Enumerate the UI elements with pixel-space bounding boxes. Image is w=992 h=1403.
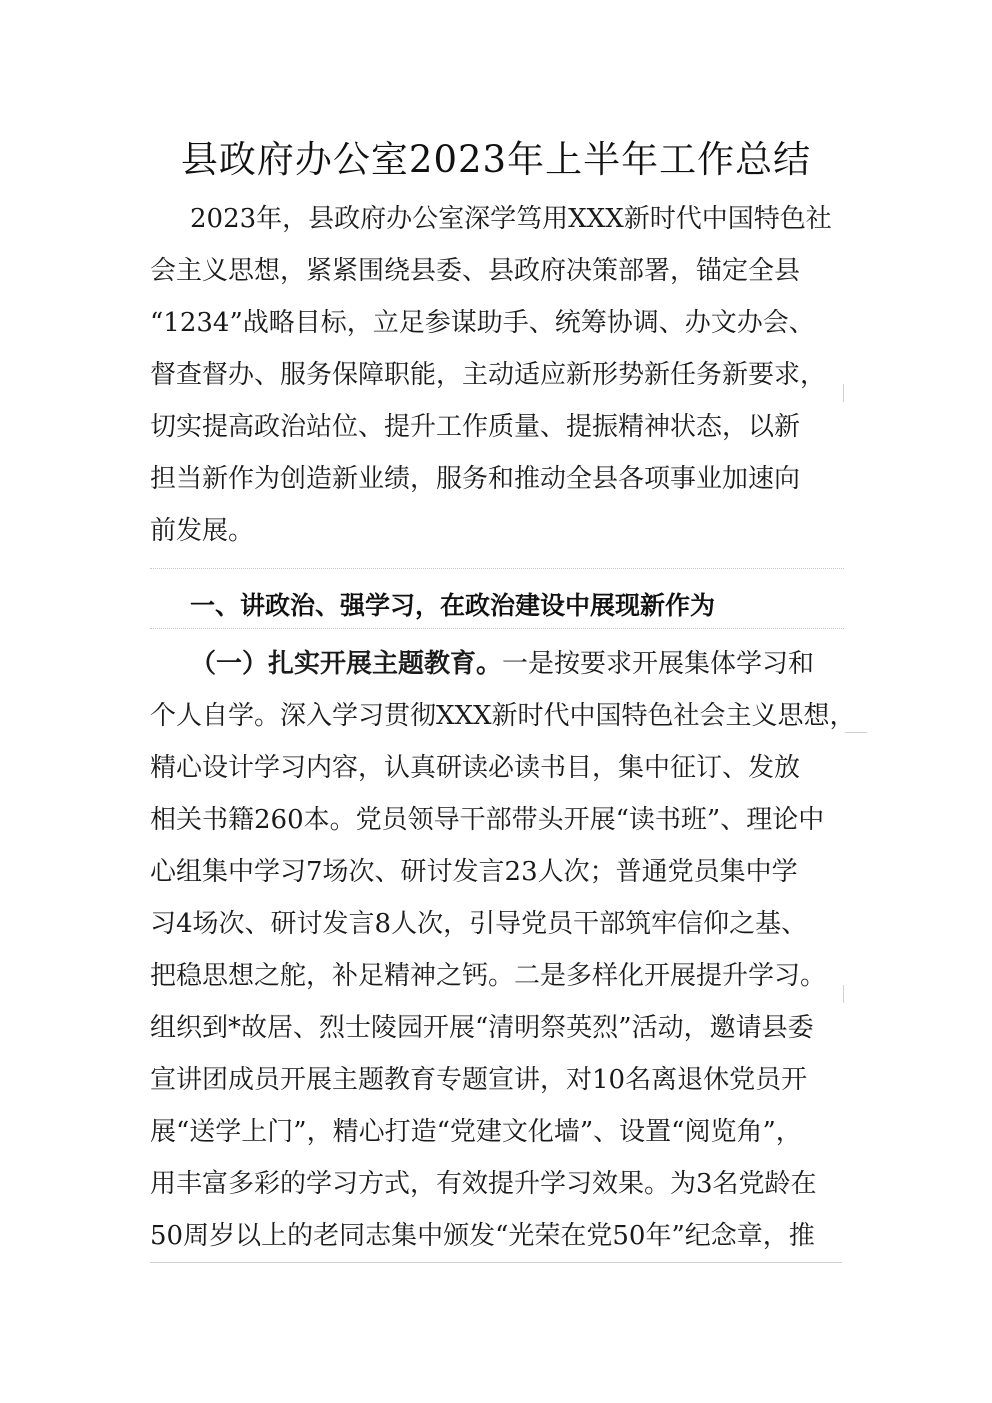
- sub-paragraph-line-6: 习4场次、研讨发言8人次，引导党员干部筑牢信仰之基、: [150, 909, 808, 939]
- sub-paragraph-line-11: 用丰富多彩的学习方式，有效提升学习效果。为3名党龄在: [150, 1169, 817, 1199]
- intro-line-4: 督查督办、服务保障职能，主动适应新形势新任务新要求，: [150, 360, 827, 390]
- page-bottom-rule: [150, 1262, 842, 1263]
- sub-paragraph-line-2: 个人自学。深入学习贯彻XXX新时代中国特色社会主义思想，: [150, 701, 856, 731]
- intro-line-2: 会主义思想，紧紧围绕县委、县政府决策部署，锚定全县: [150, 256, 801, 286]
- sub-paragraph-line-10: 展“送学上门”，精心打造“党建文化墙”、设置“阅览角”，: [150, 1117, 802, 1147]
- intro-line-7: 前发展。: [150, 516, 255, 546]
- sub-paragraph-line-1: [150, 638, 850, 690]
- divider-line: [150, 568, 844, 569]
- sub-paragraph-line-12: 50周岁以上的老同志集中颁发“光荣在党50年”纪念章，推: [150, 1221, 815, 1251]
- sub-heading: （一）扎实开展主题教育。: [190, 649, 503, 679]
- divider-line: [150, 628, 844, 629]
- scan-mark: [843, 985, 844, 1003]
- sub-paragraph-line-4: 相关书籍260本。党员领导干部带头开展“读书班”、理论中: [150, 805, 825, 835]
- sub-heading-rest: 一是按要求开展集体学习和: [502, 649, 815, 679]
- sub-paragraph-line-9: 宣讲团成员开展主题教育专题宣讲，对10名离退休党员开: [150, 1065, 808, 1095]
- intro-line-1: 2023年，县政府办公室深学笃用XXX新时代中国特色社: [190, 204, 832, 234]
- sub-paragraph-line-3: 精心设计学习内容，认真研读必读书目，集中征订、发放: [150, 753, 801, 783]
- intro-line-3: “1234”战略目标，立足参谋助手、统筹协调、办文办会、: [150, 308, 815, 338]
- intro-line-5: 切实提高政治站位、提升工作质量、提振精神状态，以新: [150, 412, 801, 442]
- intro-line-6: 担当新作为创造新业绩，服务和推动全县各项事业加速向: [150, 464, 801, 494]
- sub-paragraph-line-5: 心组集中学习7场次、研讨发言23人次；普通党员集中学: [150, 857, 798, 887]
- sub-paragraph-line-7: 把稳思想之舵，补足精神之钙。二是多样化开展提升学习。: [150, 961, 827, 991]
- scan-mark: [845, 732, 867, 733]
- section-heading: 一、讲政治、强学习，在政治建设中展现新作为: [190, 591, 716, 620]
- scan-mark: [843, 384, 844, 402]
- sub-paragraph-line-8: 组织到*故居、烈士陵园开展“清明祭英烈”活动，邀请县委: [150, 1013, 814, 1043]
- document-title: 县政府办公室2023年上半年工作总结: [180, 138, 812, 181]
